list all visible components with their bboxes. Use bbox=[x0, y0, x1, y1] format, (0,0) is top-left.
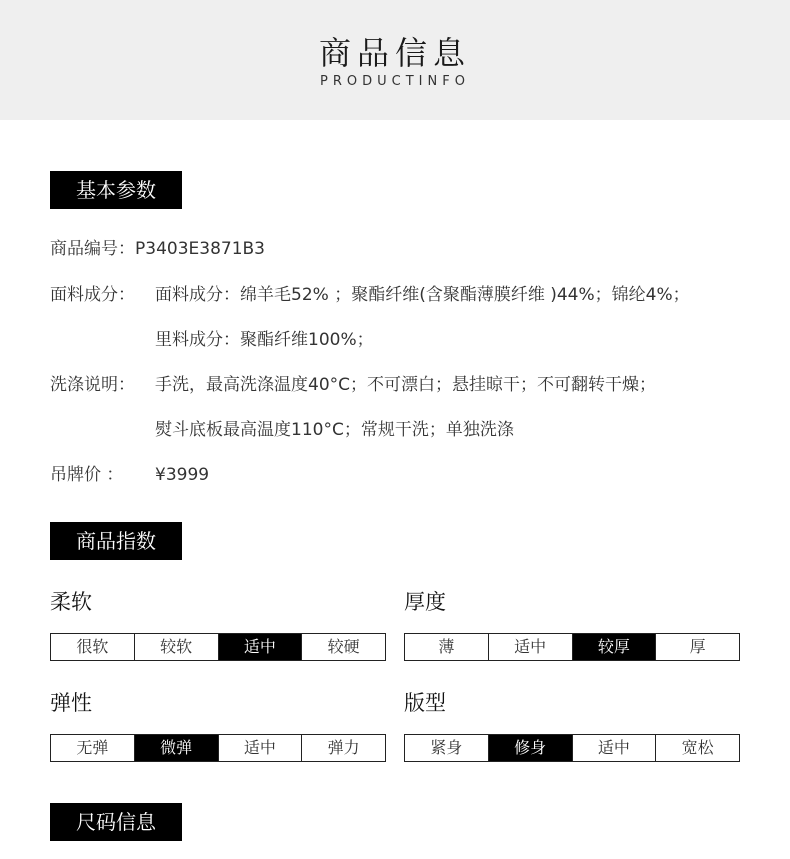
washing-key: 洗涤说明： bbox=[50, 375, 135, 395]
fit-option: 修身 bbox=[489, 735, 573, 761]
washing-line-1: 手洗，最高洗涤温度40°C；不可漂白；悬挂晾干；不可翻转干燥； bbox=[155, 375, 657, 395]
product-no-value: P3403E3871B3 bbox=[135, 239, 265, 259]
product-no-key: 商品编号： bbox=[50, 239, 135, 259]
fit-option: 紧身 bbox=[405, 735, 489, 761]
elasticity-option: 微弹 bbox=[135, 735, 219, 761]
fit-scale bbox=[404, 734, 740, 762]
price-row bbox=[50, 463, 209, 487]
elasticity-title: 弹性 bbox=[50, 691, 92, 715]
washing-line-2: 熨斗底板最高温度110°C；常规干洗；单独洗涤 bbox=[155, 420, 514, 440]
softness-option: 适中 bbox=[219, 634, 303, 660]
elasticity-option: 无弹 bbox=[51, 735, 135, 761]
thickness-option: 厚 bbox=[656, 634, 739, 660]
price-value: ¥3999 bbox=[155, 465, 210, 485]
elasticity-scale bbox=[50, 734, 386, 762]
page-title: 商品信息 bbox=[318, 34, 471, 72]
thickness-scale bbox=[404, 633, 740, 661]
softness-title: 柔软 bbox=[50, 590, 92, 614]
washing-row bbox=[50, 373, 135, 397]
fabric-line-2: 里料成分：聚酯纤维100%； bbox=[155, 330, 374, 350]
elasticity-option: 弹力 bbox=[302, 735, 385, 761]
product-no-row bbox=[50, 237, 265, 261]
fit-option: 宽松 bbox=[656, 735, 739, 761]
thickness-option: 薄 bbox=[405, 634, 489, 660]
softness-scale bbox=[50, 633, 386, 661]
page-subtitle: PRODUCTINFO bbox=[320, 74, 470, 89]
fabric-key: 面料成分： bbox=[50, 285, 135, 305]
price-key: 吊牌价 ： bbox=[50, 465, 124, 485]
softness-option: 较硬 bbox=[302, 634, 385, 660]
thickness-title: 厚度 bbox=[404, 590, 446, 614]
softness-option: 较软 bbox=[135, 634, 219, 660]
section-label-size: 尺码信息 bbox=[50, 803, 182, 841]
thickness-option: 较厚 bbox=[573, 634, 657, 660]
fabric-line-1: 面料成分：绵羊毛52% ；聚酯纤维(含聚酯薄膜纤维 )44%；锦纶4%； bbox=[155, 285, 690, 305]
fit-title: 版型 bbox=[404, 691, 446, 715]
fabric-row bbox=[50, 283, 135, 307]
page-header bbox=[0, 0, 790, 120]
elasticity-option: 适中 bbox=[219, 735, 303, 761]
section-label-basic: 基本参数 bbox=[50, 171, 182, 209]
section-label-index: 商品指数 bbox=[50, 522, 182, 560]
fit-option: 适中 bbox=[573, 735, 657, 761]
thickness-option: 适中 bbox=[489, 634, 573, 660]
softness-option: 很软 bbox=[51, 634, 135, 660]
